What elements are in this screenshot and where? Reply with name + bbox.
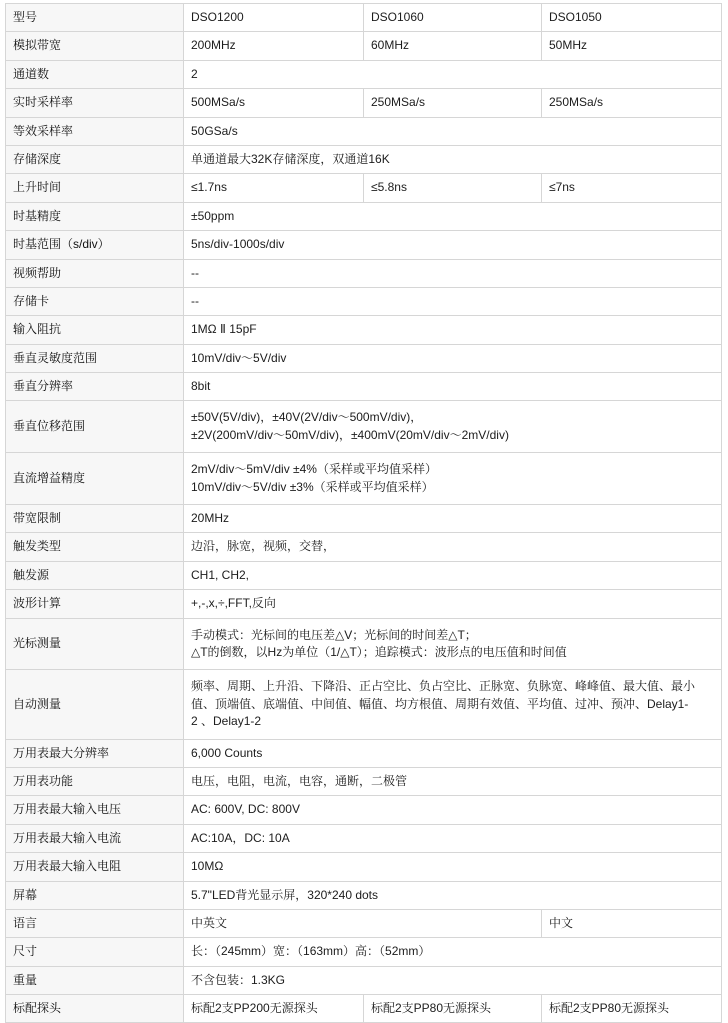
table-row [6,117,722,145]
specifications-table [5,3,722,1023]
spec-value [184,401,722,453]
spec-value: 250MSa/s [542,89,722,117]
table-row [6,909,722,937]
spec-value: 中文 [542,909,722,937]
table-row [6,881,722,909]
spec-label: 时基精度 [6,202,184,230]
table-row [6,174,722,202]
table-row [6,453,722,505]
spec-label: 自动测量 [6,670,184,739]
spec-value: 标配2支PP80无源探头 [364,995,542,1023]
spec-value-line: ±2V(200mV/div～50mV/div)，±400mV(20mV/div～2mV/div) [191,427,509,442]
table-row [6,344,722,372]
spec-label: 万用表最大输入电阻 [6,853,184,881]
spec-label: 垂直位移范围 [6,401,184,453]
spec-value: ≤7ns [542,174,722,202]
table-row [6,590,722,618]
table-row [6,618,722,670]
spec-value: 长：（245mm）宽：（163mm）高：（52mm） [184,938,722,966]
table-row [6,287,722,315]
spec-value: 电压，电阻，电流，电容，通断，二极管 [184,767,722,795]
table-row [6,739,722,767]
spec-value: 200MHz [184,32,364,60]
spec-value: -- [184,287,722,315]
spec-label: 时基范围（s/div） [6,231,184,259]
spec-value: ≤5.8ns [364,174,542,202]
spec-value: -- [184,259,722,287]
spec-label: 屏幕 [6,881,184,909]
spec-value: 标配2支PP200无源探头 [184,995,364,1023]
spec-value: AC:10A，DC: 10A [184,824,722,852]
table-row [6,231,722,259]
spec-value: 不含包装：1.3KG [184,966,722,994]
spec-value: 60MHz [364,32,542,60]
table-row [6,505,722,533]
spec-value: 50MHz [542,32,722,60]
spec-label: 存储深度 [6,145,184,173]
spec-value-line: 2 、Delay1-2 [191,714,262,729]
specifications-table-body [6,4,722,1023]
spec-label: 型号 [6,4,184,32]
spec-value [184,618,722,670]
spec-label: 万用表最大分辨率 [6,739,184,767]
table-row [6,767,722,795]
table-row [6,966,722,994]
table-row [6,853,722,881]
spec-value: DSO1050 [542,4,722,32]
table-row [6,561,722,589]
spec-label: 垂直分辨率 [6,373,184,401]
spec-value-line: △T的倒数，以Hz为单位（1/△T）；追踪模式：波形点的电压值和时间值 [191,644,567,659]
spec-value: 20MHz [184,505,722,533]
spec-value-line: 2mV/div～5mV/div ±4%（采样或平均值采样） [191,462,437,477]
table-row [6,401,722,453]
table-row [6,670,722,739]
spec-value: 250MSa/s [364,89,542,117]
spec-value: 8bit [184,373,722,401]
spec-label: 尺寸 [6,938,184,966]
spec-label: 触发源 [6,561,184,589]
table-row [6,4,722,32]
spec-value: 5.7"LED背光显示屏，320*240 dots [184,881,722,909]
spec-label: 标配探头 [6,995,184,1023]
spec-value: 边沿，脉宽，视频，交替， [184,533,722,561]
table-row [6,145,722,173]
spec-value: ±50ppm [184,202,722,230]
table-row [6,89,722,117]
spec-label: 重量 [6,966,184,994]
table-row [6,938,722,966]
spec-value: 6,000 Counts [184,739,722,767]
spec-value: AC: 600V, DC: 800V [184,796,722,824]
spec-label: 视频帮助 [6,259,184,287]
spec-label: 带宽限制 [6,505,184,533]
spec-label: 存储卡 [6,287,184,315]
spec-label: 垂直灵敏度范围 [6,344,184,372]
spec-value: 5ns/div-1000s/div [184,231,722,259]
spec-value-line: 手动模式：光标间的电压差△V；光标间的时间差△T； [191,627,477,642]
table-row [6,316,722,344]
spec-value-line: 值、顶端值、底端值、中间值、幅值、均方根值、周期有效值、平均值、过冲、预冲、Delay1- [191,696,689,711]
spec-value: 10MΩ [184,853,722,881]
spec-value-line: 10mV/div～5V/div ±3%（采样或平均值采样） [191,479,434,494]
spec-label: 语言 [6,909,184,937]
spec-label: 万用表最大输入电压 [6,796,184,824]
table-row [6,259,722,287]
spec-value: DSO1200 [184,4,364,32]
spec-value: 中英文 [184,909,542,937]
spec-label: 万用表功能 [6,767,184,795]
spec-value: 2 [184,60,722,88]
spec-value: DSO1060 [364,4,542,32]
spec-value: CH1, CH2, [184,561,722,589]
table-row [6,995,722,1023]
spec-label: 直流增益精度 [6,453,184,505]
table-row [6,60,722,88]
spec-label: 输入阻抗 [6,316,184,344]
spec-value [184,670,722,739]
table-row [6,824,722,852]
spec-value: +,-,x,÷,FFT,反向 [184,590,722,618]
spec-value: ≤1.7ns [184,174,364,202]
table-row [6,373,722,401]
spec-label: 光标测量 [6,618,184,670]
spec-value: 标配2支PP80无源探头 [542,995,722,1023]
spec-label: 万用表最大输入电流 [6,824,184,852]
spec-value: 10mV/div～5V/div [184,344,722,372]
spec-label: 模拟带宽 [6,32,184,60]
spec-label: 上升时间 [6,174,184,202]
spec-label: 通道数 [6,60,184,88]
spec-label: 触发类型 [6,533,184,561]
spec-value: 50GSa/s [184,117,722,145]
spec-value [184,453,722,505]
table-row [6,32,722,60]
spec-value: 1MΩ Ⅱ 15pF [184,316,722,344]
spec-value-line: 频率、周期、上升沿、下降沿、正占空比、负占空比、正脉宽、负脉宽、峰峰值、最大值、最小 [191,679,696,694]
spec-label: 波形计算 [6,590,184,618]
table-row [6,796,722,824]
spec-value: 500MSa/s [184,89,364,117]
spec-label: 实时采样率 [6,89,184,117]
spec-label: 等效采样率 [6,117,184,145]
table-row [6,202,722,230]
table-row [6,533,722,561]
spec-value: 单通道最大32K存储深度，双通道16K [184,145,722,173]
spec-value-line: ±50V(5V/div)，±40V(2V/div～500mV/div)， [191,410,423,425]
